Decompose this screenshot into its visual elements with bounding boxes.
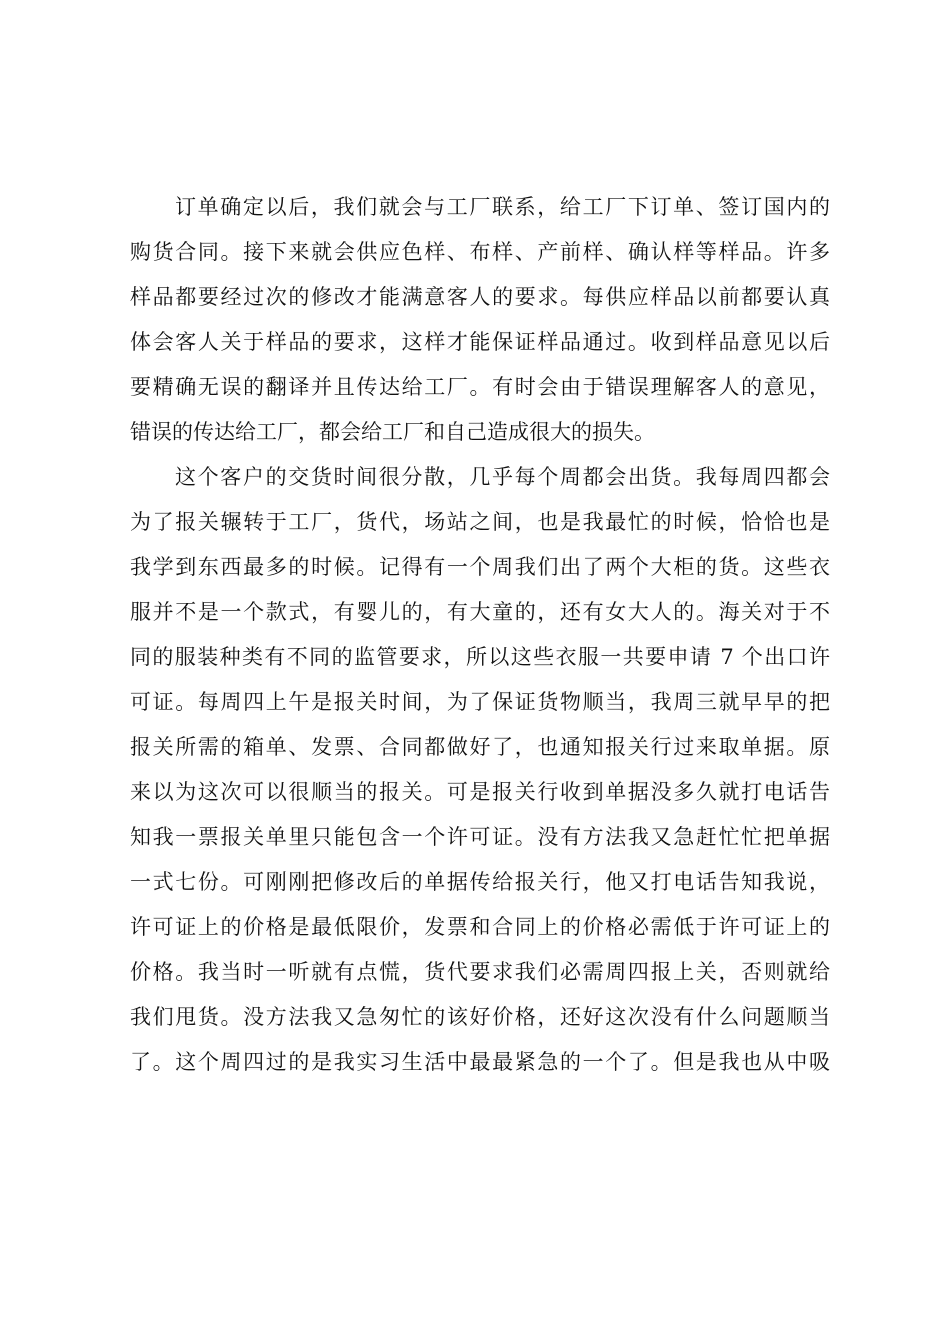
- text-line: 同的服装种类有不同的监管要求，所以这些衣服一共要申请 7 个出口许: [130, 645, 830, 669]
- text-line: 这个客户的交货时间很分散，几乎每个周都会出货。我每周四都会: [175, 465, 830, 489]
- text-line: 我们甩货。没方法我又急匆忙的该好价格，还好这次没有什么问题顺当: [130, 1005, 830, 1029]
- text-line: 一式七份。可刚刚把修改后的单据传给报关行，他又打电话告知我说，: [130, 870, 830, 894]
- text-line: 体会客人关于样品的要求，这样才能保证样品通过。收到样品意见以后: [130, 330, 830, 354]
- text-line: 要精确无误的翻译并且传达给工厂。有时会由于错误理解客人的意见，: [130, 375, 830, 399]
- document-body: [130, 185, 830, 1085]
- text-line: 错误的传达给工厂，都会给工厂和自己造成很大的损失。: [130, 420, 655, 444]
- text-line: 样品都要经过次的修改才能满意客人的要求。每供应样品以前都要认真: [130, 285, 830, 309]
- text-line: 服并不是一个款式，有婴儿的，有大童的，还有女大人的。海关对于不: [130, 600, 830, 624]
- paragraph-2: [130, 455, 830, 1085]
- text-line: 了。这个周四过的是我实习生活中最最紧急的一个了。但是我也从中吸: [130, 1050, 830, 1074]
- text-line: 报关所需的箱单、发票、合同都做好了，也通知报关行过来取单据。原: [130, 735, 830, 759]
- text-line: 许可证上的价格是最低限价，发票和合同上的价格必需低于许可证上的: [130, 915, 830, 939]
- text-line: 为了报关辗转于工厂，货代，场站之间，也是我最忙的时候，恰恰也是: [130, 510, 830, 534]
- text-line: 订单确定以后，我们就会与工厂联系，给工厂下订单、签订国内的: [175, 195, 830, 219]
- text-line: 价格。我当时一听就有点慌，货代要求我们必需周四报上关，否则就给: [130, 960, 830, 984]
- text-line: 购货合同。接下来就会供应色样、布样、产前样、确认样等样品。许多: [130, 240, 830, 264]
- text-line: 可证。每周四上午是报关时间，为了保证货物顺当，我周三就早早的把: [130, 690, 830, 714]
- text-line: 知我一票报关单里只能包含一个许可证。没有方法我又急赶忙忙把单据: [130, 825, 830, 849]
- paragraph-1: [130, 185, 830, 455]
- text-line: 来以为这次可以很顺当的报关。可是报关行收到单据没多久就打电话告: [130, 780, 830, 804]
- text-line: 我学到东西最多的时候。记得有一个周我们出了两个大柜的货。这些衣: [130, 555, 830, 579]
